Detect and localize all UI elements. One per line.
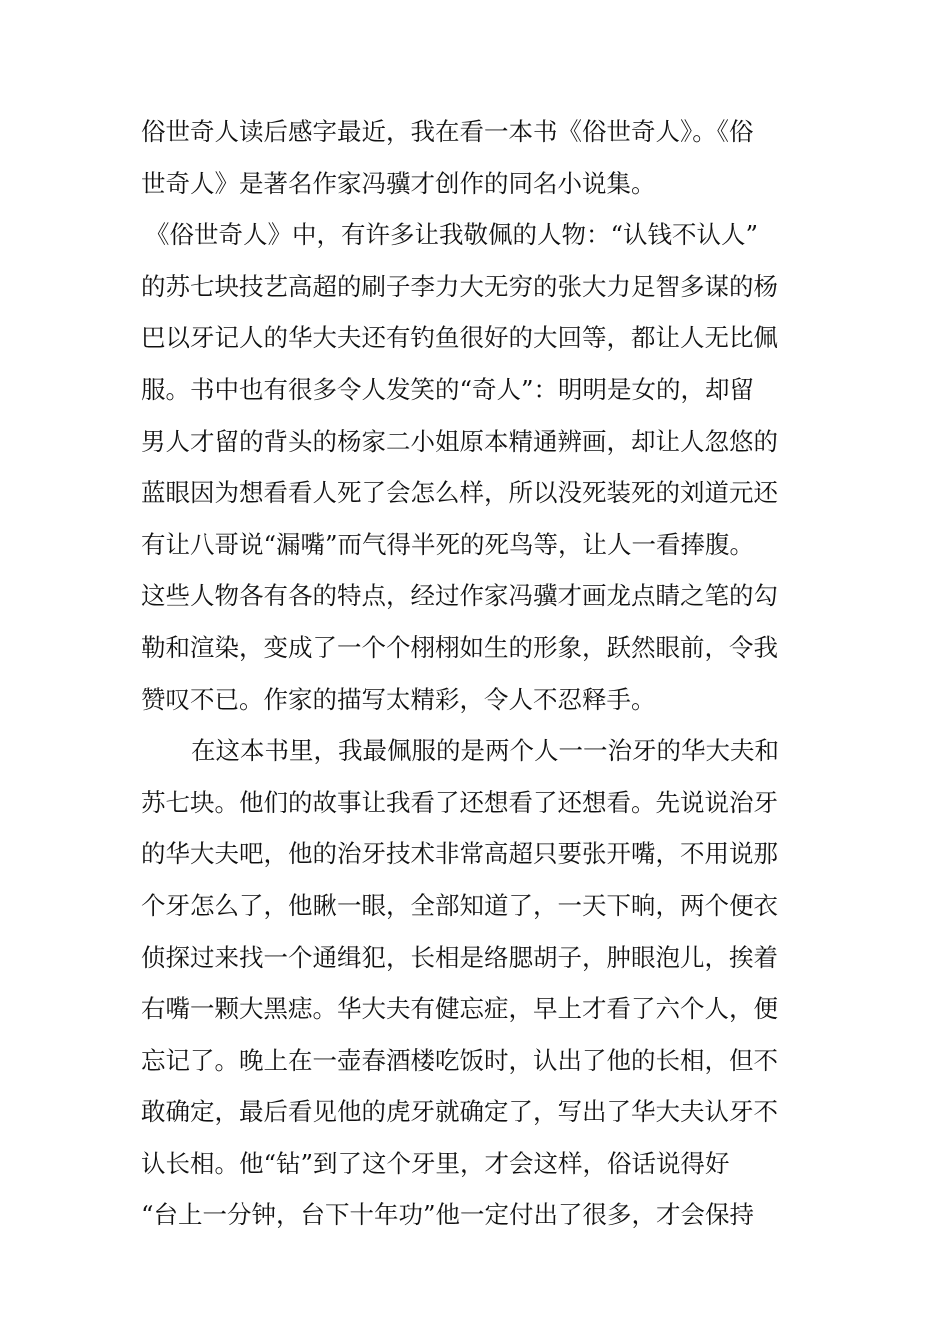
text-line: 男人才留的背头的杨家二小姐原本精通辨画，却让人忽悠的 <box>141 426 778 456</box>
text-line: 右嘴一颗大黑痣。华大夫有健忘症，早上才看了六个人，便 <box>141 994 778 1024</box>
text-line: “台上一分钟，台下十年功”他一定付出了很多，才会保持 <box>141 1200 755 1230</box>
text-line: 世奇人》是著名作家冯骥才创作的同名小说集。 <box>141 168 656 198</box>
text-line: 侦探过来找一个通缉犯，长相是络腮胡子，肿眼泡儿，挨着 <box>141 942 778 972</box>
text-line: 敢确定，最后看见他的虎牙就确定了，写出了华大夫认牙不 <box>141 1097 778 1127</box>
text-line: 个牙怎么了，他瞅一眼，全部知道了，一天下晌，两个便衣 <box>141 890 778 920</box>
text-line: 认长相。他“钻”到了这个牙里，才会这样，俗话说得好 <box>141 1148 730 1178</box>
text-line: 勒和渲染，变成了一个个栩栩如生的形象，跃然眼前，令我 <box>141 632 778 662</box>
text-line: 服。书中也有很多令人发笑的“奇人”：明明是女的，却留 <box>141 374 755 404</box>
text-line: 在这本书里，我最佩服的是两个人一一治牙的华大夫和 <box>191 736 779 766</box>
text-line: 的苏七块技艺高超的刷子李力大无穷的张大力足智多谋的杨 <box>141 271 778 301</box>
text-line: 这些人物各有各的特点，经过作家冯骥才画龙点睛之笔的勾 <box>141 581 778 611</box>
text-line: 苏七块。他们的故事让我看了还想看了还想看。先说说治牙 <box>141 787 778 817</box>
text-line: 蓝眼因为想看看人死了会怎么样，所以没死装死的刘道元还 <box>141 478 778 508</box>
text-line: 的华大夫吧，他的治牙技术非常高超只要张开嘴，不用说那 <box>141 839 778 869</box>
text-line: 俗世奇人读后感字最近，我在看一本书《俗世奇人》。《俗 <box>141 117 754 146</box>
text-line: 巴以牙记人的华大夫还有钓鱼很好的大回等，都让人无比佩 <box>141 323 778 353</box>
text-line: 赞叹不已。作家的描写太精彩，令人不忍释手。 <box>141 684 656 714</box>
text-line: 《俗世奇人》中，有许多让我敬佩的人物：“认钱不认人” <box>145 220 759 250</box>
text-line: 忘记了。晚上在一壶春酒楼吃饭时，认出了他的长相，但不 <box>141 1045 778 1075</box>
article-body <box>141 106 831 1241</box>
text-line: 有让八哥说“漏嘴”而气得半死的死鸟等，让人一看捧腹。 <box>141 529 755 559</box>
